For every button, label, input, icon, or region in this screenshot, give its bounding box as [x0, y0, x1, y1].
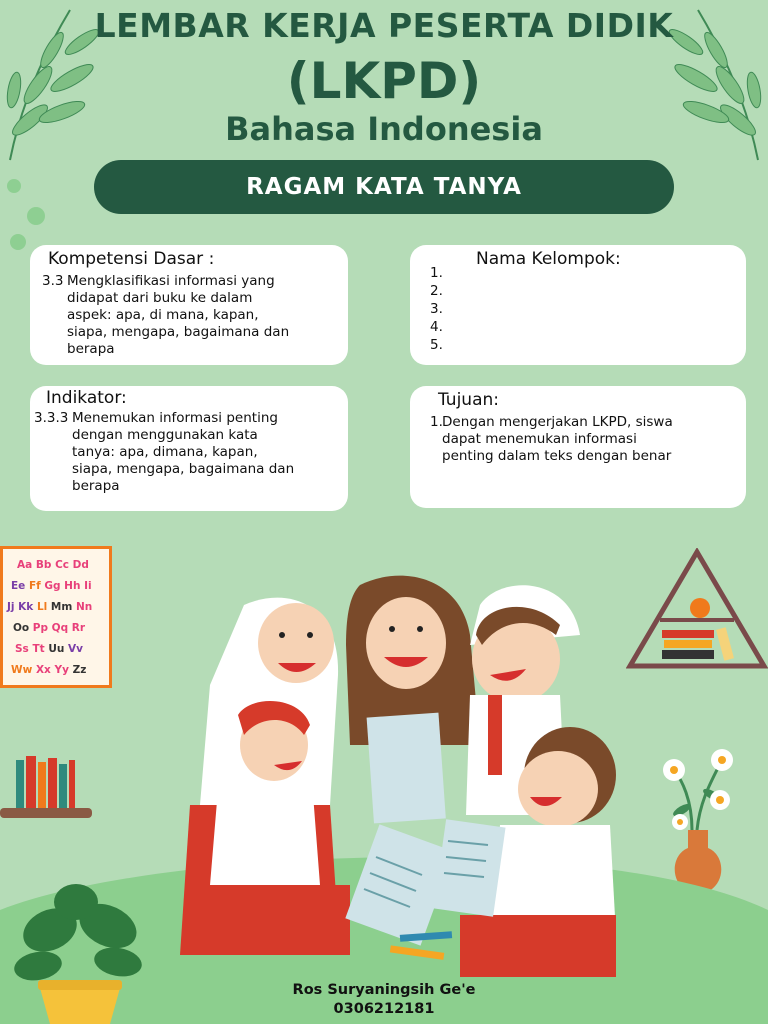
- alphabet-letter: Gg: [44, 580, 65, 592]
- kompetensi-line: siapa, mengapa, bagaimana dan: [67, 324, 290, 340]
- alphabet-letter: Ff: [28, 580, 45, 592]
- tujuan-card: [410, 386, 746, 508]
- indikator-line: berapa: [72, 478, 120, 494]
- topic-banner: RAGAM KATA TANYA: [94, 160, 674, 214]
- alphabet-letter: Pp: [32, 622, 52, 634]
- alphabet-letter: Hh: [64, 580, 85, 592]
- tujuan-number: 1.: [430, 414, 443, 430]
- kompetensi-card: [30, 245, 348, 365]
- indikator-line: dengan menggunakan kata: [72, 427, 258, 443]
- alphabet-letter: Cc: [55, 559, 73, 571]
- author-name: Ros Suryaningsih Ge'e: [292, 982, 476, 998]
- indikator-line: siapa, mengapa, bagaimana dan: [72, 461, 295, 477]
- alphabet-letter: Aa: [17, 559, 36, 571]
- alphabet-letter: Xx: [35, 664, 55, 676]
- kompetensi-line: berapa: [67, 341, 115, 357]
- indikator-title: Indikator:: [46, 388, 127, 408]
- tujuan-line: penting dalam teks dengan benar: [442, 448, 672, 464]
- kompetensi-line: Mengklasifikasi informasi yang: [67, 273, 275, 289]
- title-line1: LEMBAR KERJA PESERTA DIDIK: [94, 6, 674, 45]
- kelompok-item: 5.: [430, 337, 443, 353]
- tujuan-line: Dengan mengerjakan LKPD, siswa: [442, 414, 673, 430]
- alphabet-letter: Rr: [71, 622, 86, 634]
- alphabet-row: [13, 622, 85, 634]
- alphabet-row: [17, 559, 89, 571]
- alphabet-letter: Dd: [72, 559, 89, 571]
- alphabet-letter: Kk: [18, 601, 37, 613]
- indikator-line: tanya: apa, dimana, kapan,: [72, 444, 258, 460]
- author-id: 0306212181: [333, 1001, 435, 1017]
- alphabet-letter: Ee: [11, 580, 29, 592]
- kompetensi-number: 3.3: [42, 273, 64, 289]
- kelompok-item: 2.: [430, 283, 443, 299]
- alphabet-letter: Ll: [36, 601, 51, 613]
- alphabet-letter: Yy: [54, 664, 73, 676]
- tujuan-title: Tujuan:: [438, 390, 499, 410]
- subject-title: Bahasa Indonesia: [225, 110, 543, 148]
- alphabet-letter: Mm: [50, 601, 76, 613]
- alphabet-letter: Qq: [51, 622, 72, 634]
- kelompok-item: 3.: [430, 301, 443, 317]
- title-line2: (LKPD): [286, 52, 482, 110]
- alphabet-letter: Ii: [84, 580, 92, 592]
- triangle-shelf-illustration: [626, 548, 768, 670]
- alphabet-letter: Ss: [15, 643, 33, 655]
- kelompok-title: Nama Kelompok:: [476, 249, 621, 269]
- alphabet-chart: [0, 546, 112, 688]
- kelompok-item: 1.: [430, 265, 443, 281]
- kelompok-card: [410, 245, 746, 365]
- alphabet-letter: Uu: [48, 643, 68, 655]
- alphabet-letter: Bb: [35, 559, 56, 571]
- alphabet-letter: Jj: [7, 601, 19, 613]
- kelompok-item: 4.: [430, 319, 443, 335]
- alphabet-letter: Nn: [75, 601, 93, 613]
- indikator-line: Menemukan informasi penting: [72, 410, 278, 426]
- alphabet-row: [11, 664, 86, 676]
- alphabet-row: [7, 601, 92, 613]
- kompetensi-line: didapat dari buku ke dalam: [67, 290, 253, 306]
- kompetensi-line: aspek: apa, di mana, kapan,: [67, 307, 259, 323]
- alphabet-letter: Ww: [11, 664, 36, 676]
- students-with-teacher-illustration: [170, 565, 640, 985]
- alphabet-row: [11, 580, 92, 592]
- indikator-number: 3.3.3: [34, 410, 69, 426]
- dots-decoration: [0, 170, 60, 250]
- tujuan-line: dapat menemukan informasi: [442, 431, 637, 447]
- indikator-card: [30, 386, 348, 511]
- kompetensi-title: Kompetensi Dasar :: [48, 249, 215, 269]
- alphabet-letter: Zz: [72, 664, 87, 676]
- alphabet-letter: Vv: [67, 643, 83, 655]
- alphabet-row: [15, 643, 83, 655]
- alphabet-letter: Oo: [13, 622, 33, 634]
- alphabet-letter: Tt: [32, 643, 49, 655]
